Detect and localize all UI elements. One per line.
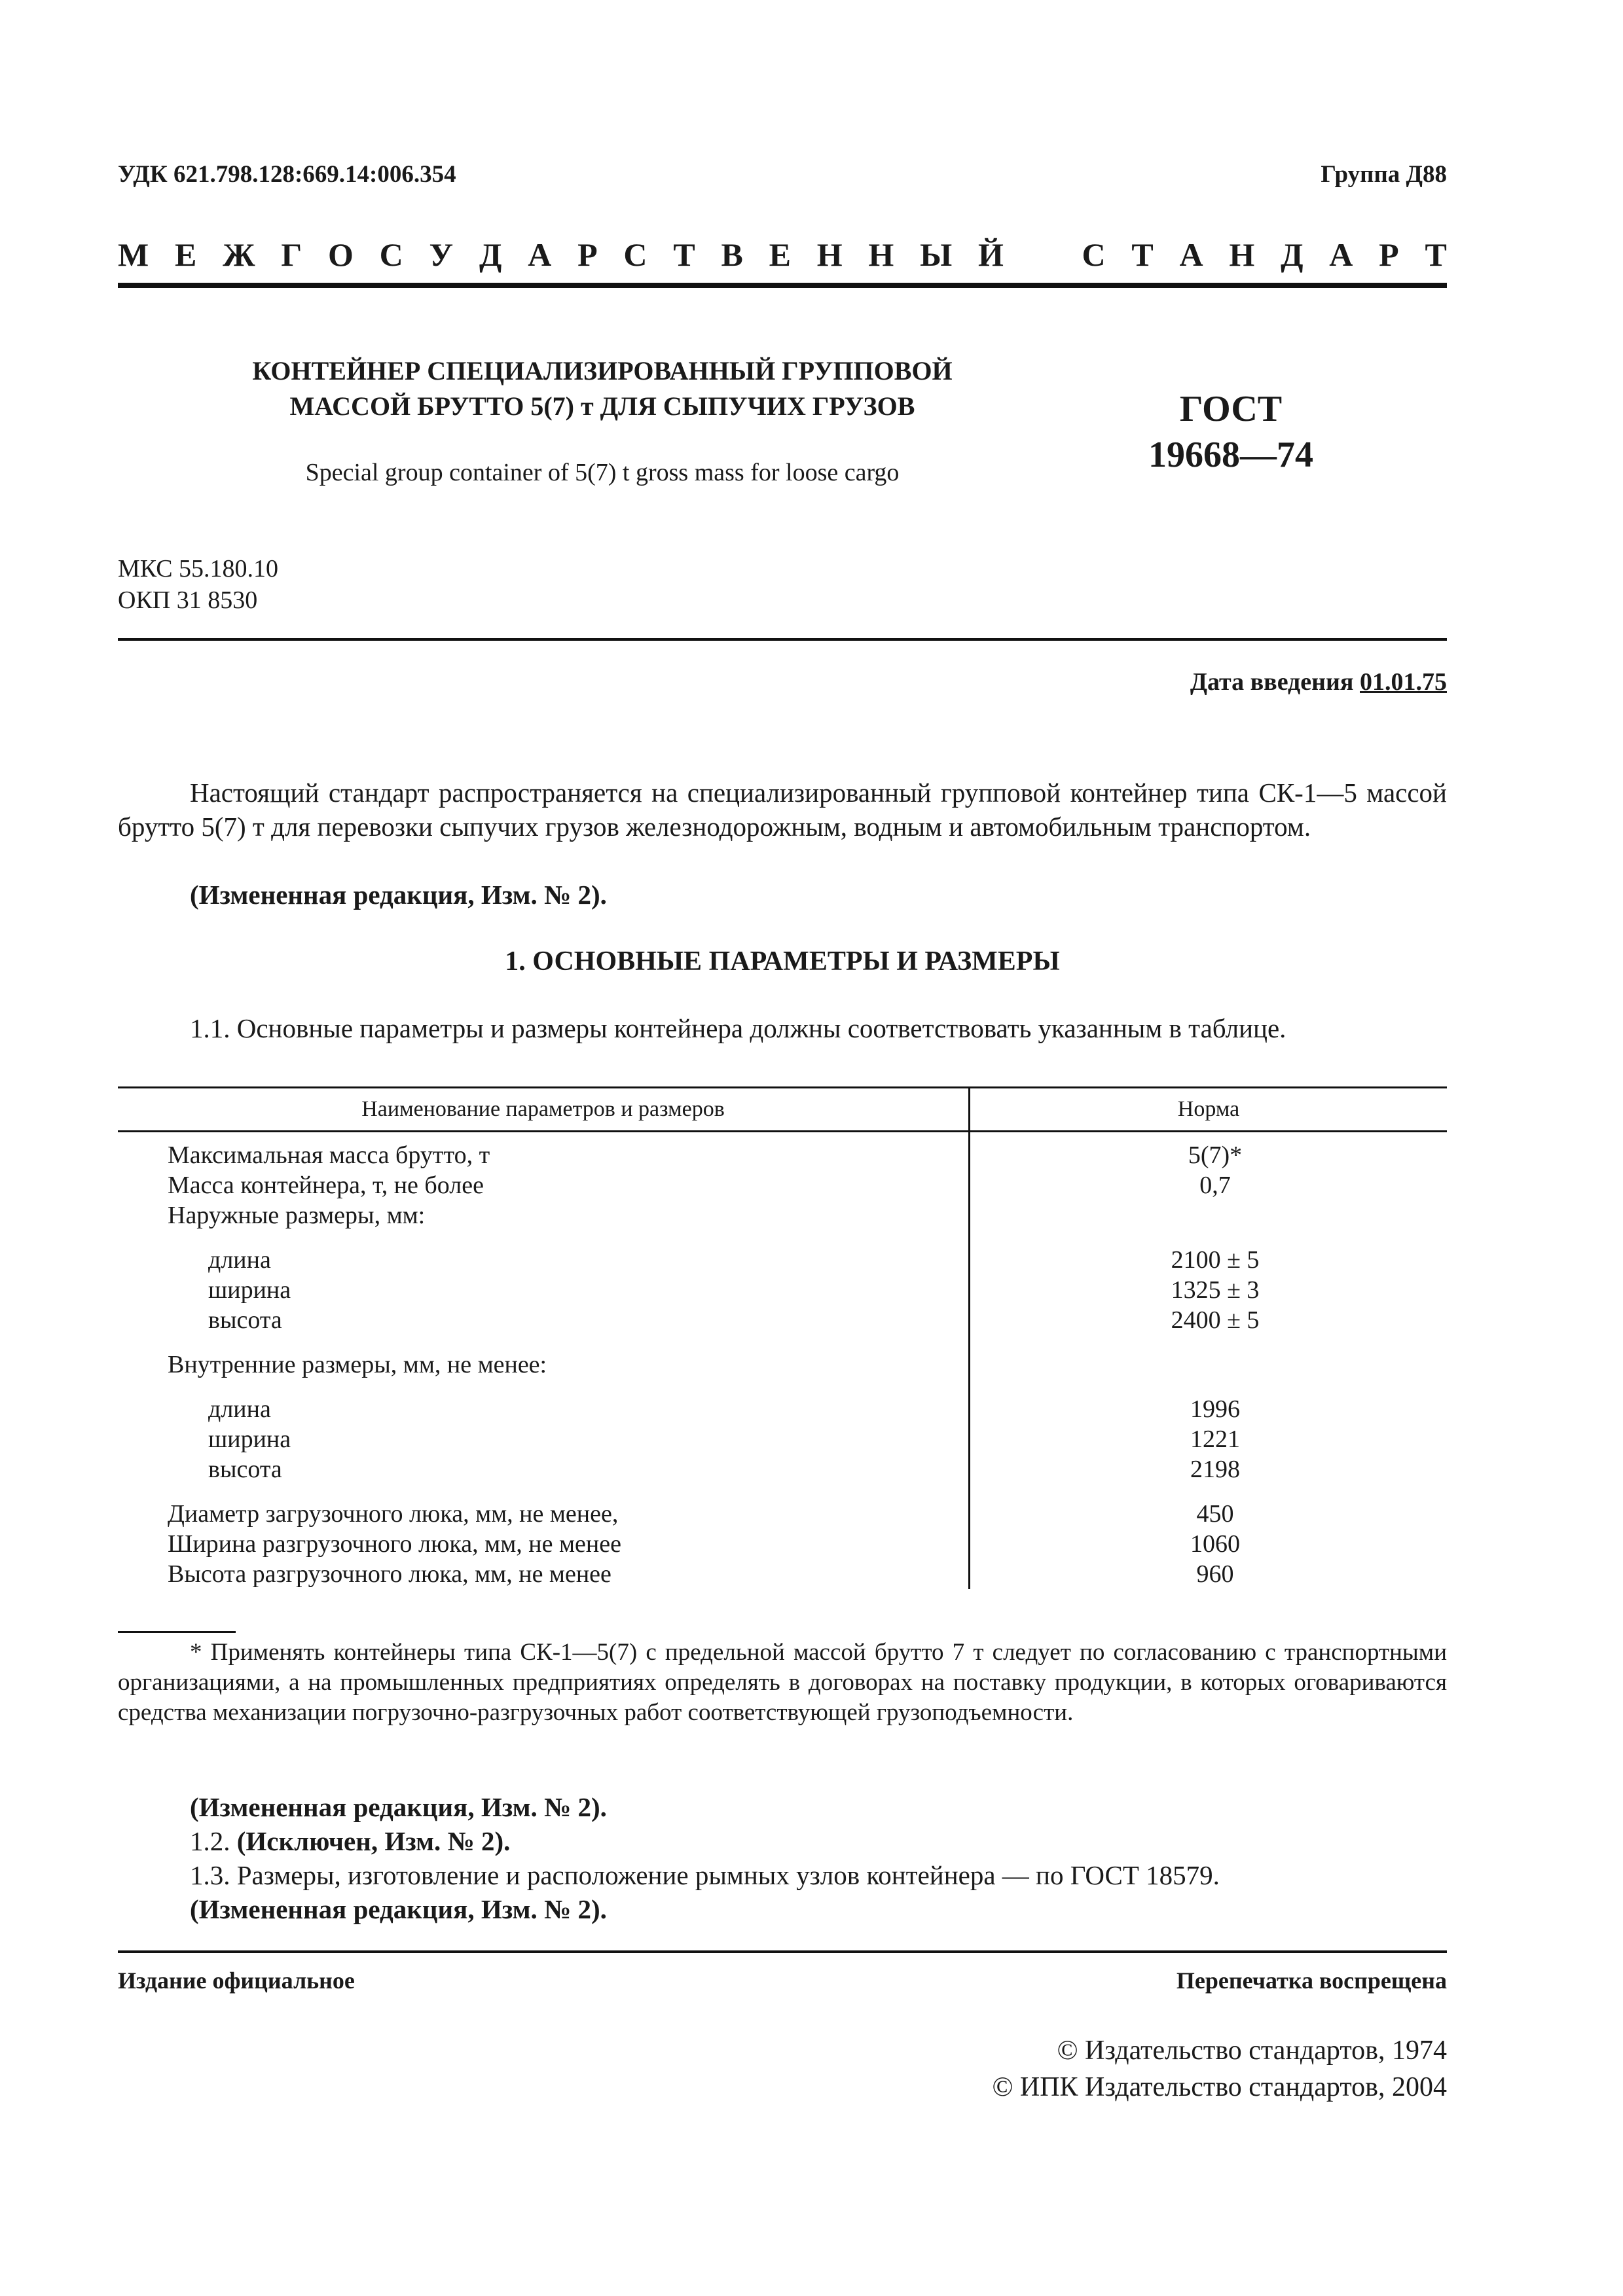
footer-rule <box>118 1950 1447 1953</box>
heading-letter: А <box>528 236 552 273</box>
heading-letter: Ы <box>920 236 953 273</box>
copyright-block <box>992 2032 1447 2106</box>
clause-1-2-text: (Исключен, Изм. № 2). <box>236 1826 511 1856</box>
copyright-1974: © Издательство стандартов, 1974 <box>1057 2036 1447 2066</box>
parameters-table <box>118 1086 1447 1589</box>
heading-letter: Н <box>1229 236 1255 273</box>
table-row <box>118 1132 1447 1171</box>
heading-letter: Т <box>1425 236 1447 273</box>
copyright-2004: © ИПК Издательство стандартов, 2004 <box>992 2072 1447 2102</box>
param-value: 1996 <box>1190 1395 1240 1423</box>
table-header-row <box>118 1088 1447 1132</box>
param-name: Ширина разгрузочного люка, мм, не менее <box>118 1529 970 1559</box>
udk-code: УДК 621.798.128:669.14:006.354 <box>118 161 456 188</box>
table-header-norm: Норма <box>970 1088 1448 1132</box>
gost-label: ГОСТ <box>1179 389 1283 429</box>
heading-letter: У <box>429 236 454 273</box>
table-amendment: (Измененная редакция, Изм. № 2). <box>190 1792 607 1822</box>
clause-1-3: 1.3. Размеры, изготовление и расположение рымных узлов контейнера — по ГОСТ 18579. <box>190 1860 1220 1890</box>
param-value: 1325 ± 3 <box>1171 1276 1260 1304</box>
heading-letter: Ж <box>223 236 255 273</box>
param-value: 0,7 <box>1199 1172 1231 1199</box>
table-row <box>118 1275 1447 1305</box>
param-value: 2100 ± 5 <box>1171 1246 1260 1274</box>
param-name: ширина <box>118 1424 970 1454</box>
heading-letter: Т <box>1131 236 1154 273</box>
param-name: Наружные размеры, мм: <box>118 1200 970 1245</box>
intro-amendment: (Измененная редакция, Изм. № 2). <box>190 880 607 910</box>
param-name: длина <box>118 1394 970 1424</box>
heading-letter: А <box>1179 236 1203 273</box>
standard-type-heading <box>118 236 1447 274</box>
introduction-date <box>1190 668 1447 696</box>
table-header-name: Наименование параметров и размеров <box>118 1088 970 1132</box>
date-value: 01.01.75 <box>1360 668 1447 696</box>
param-value: 1060 <box>1190 1530 1240 1558</box>
heading-letter: С <box>1082 236 1106 273</box>
heading-letter: С <box>379 236 403 273</box>
heading-letter: В <box>721 236 743 273</box>
param-name: высота <box>118 1454 970 1499</box>
heading-letter: Д <box>1281 236 1304 273</box>
table-row <box>118 1350 1447 1394</box>
param-value <box>970 1200 1448 1245</box>
table-row <box>118 1245 1447 1275</box>
table-row <box>118 1454 1447 1499</box>
footer-row <box>118 1967 1447 1994</box>
table-row <box>118 1499 1447 1529</box>
param-name: Диаметр загрузочного люка, мм, не менее, <box>118 1499 970 1529</box>
table-row <box>118 1424 1447 1454</box>
table-row <box>118 1394 1447 1424</box>
date-label: Дата введения <box>1190 668 1354 696</box>
param-name: Максимальная масса брутто, т <box>118 1132 970 1171</box>
mks-code: МКС 55.180.10 <box>118 555 279 583</box>
heading-letter: Р <box>577 236 598 273</box>
heading-letter: Р <box>1379 236 1399 273</box>
heading-letter: С <box>623 236 647 273</box>
heading-letter: Д <box>479 236 502 273</box>
param-value: 960 <box>1196 1560 1234 1588</box>
heading-letter: Г <box>281 236 302 273</box>
heading-letter: Й <box>978 236 1004 273</box>
param-value: 2198 <box>1190 1456 1240 1483</box>
clause-1-2 <box>118 1824 1447 1858</box>
clause-1-1: 1.1. Основные параметры и размеры контейнера должны соответствовать указанным в таблице. <box>190 1013 1286 1043</box>
title-line-2: МАССОЙ БРУТТО 5(7) т ДЛЯ СЫПУЧИХ ГРУЗОВ <box>289 391 915 421</box>
section-1-title: 1. ОСНОВНЫЕ ПАРАМЕТРЫ И РАЗМЕРЫ <box>505 946 1060 977</box>
reprint-prohibited: Перепечатка воспрещена <box>1176 1967 1447 1994</box>
param-name: длина <box>118 1245 970 1275</box>
clause-1-2-number: 1.2. <box>190 1826 230 1856</box>
title-line-1: КОНТЕЙНЕР СПЕЦИАЛИЗИРОВАННЫЙ ГРУППОВОЙ <box>252 356 953 386</box>
heading-letter: Е <box>769 236 791 273</box>
heading-letter: О <box>327 236 354 273</box>
param-name: Высота разгрузочного люка, мм, не менее <box>118 1559 970 1589</box>
param-name: Масса контейнера, т, не более <box>118 1170 970 1200</box>
table-row <box>118 1200 1447 1245</box>
table-row <box>118 1529 1447 1559</box>
param-value: 2400 ± 5 <box>1171 1306 1260 1334</box>
classification-codes <box>118 553 278 616</box>
heading-letter: Н <box>816 236 843 273</box>
param-name: ширина <box>118 1275 970 1305</box>
param-name: высота <box>118 1305 970 1350</box>
heading-rule <box>118 283 1447 288</box>
table-row <box>118 1170 1447 1200</box>
header-row <box>118 160 1447 188</box>
param-value: 450 <box>1196 1500 1234 1528</box>
word-gap <box>1030 236 1056 274</box>
heading-letter: Н <box>868 236 894 273</box>
heading-letter: А <box>1329 236 1353 273</box>
heading-letter: Т <box>673 236 695 273</box>
gost-designation <box>1106 386 1355 478</box>
document-title <box>144 353 1061 424</box>
heading-letter: Е <box>174 236 197 273</box>
clause-1-3-amendment: (Измененная редакция, Изм. № 2). <box>190 1894 607 1924</box>
codes-rule <box>118 638 1447 641</box>
param-value: 5(7)* <box>1188 1141 1243 1169</box>
footnote-rule <box>118 1631 236 1633</box>
table-row <box>118 1559 1447 1589</box>
english-title: Special group container of 5(7) t gross mass for loose cargo <box>305 459 900 486</box>
param-value: 1221 <box>1190 1426 1240 1453</box>
document-page <box>118 0 1447 2296</box>
official-edition: Издание официальное <box>118 1967 355 1994</box>
heading-letter: М <box>118 236 149 273</box>
table-row <box>118 1305 1447 1350</box>
okp-code: ОКП 31 8530 <box>118 586 258 614</box>
param-value <box>970 1350 1448 1394</box>
group-code: Группа Д88 <box>1321 161 1447 188</box>
gost-number: 19668—74 <box>1148 435 1313 475</box>
intro-paragraph: Настоящий стандарт распространяется на специализированный групповой контейнер типа СК-1—5 массой брутто 5(7) т для перевозки сыпучих грузов железнодорожным, водным и автомобильным транспортом. <box>118 778 1447 842</box>
param-name: Внутренние размеры, мм, не менее: <box>118 1350 970 1394</box>
footnote: * Применять контейнеры типа СК-1—5(7) с предельной массой брутто 7 т следует по согласованию с транспортными организациями, а на промышленных предприятиях определять в договорах на поставку продукции, в которых оговариваются средства механизации погрузочно-разгрузочных работ соответствующей грузоподъемности. <box>118 1639 1447 1726</box>
